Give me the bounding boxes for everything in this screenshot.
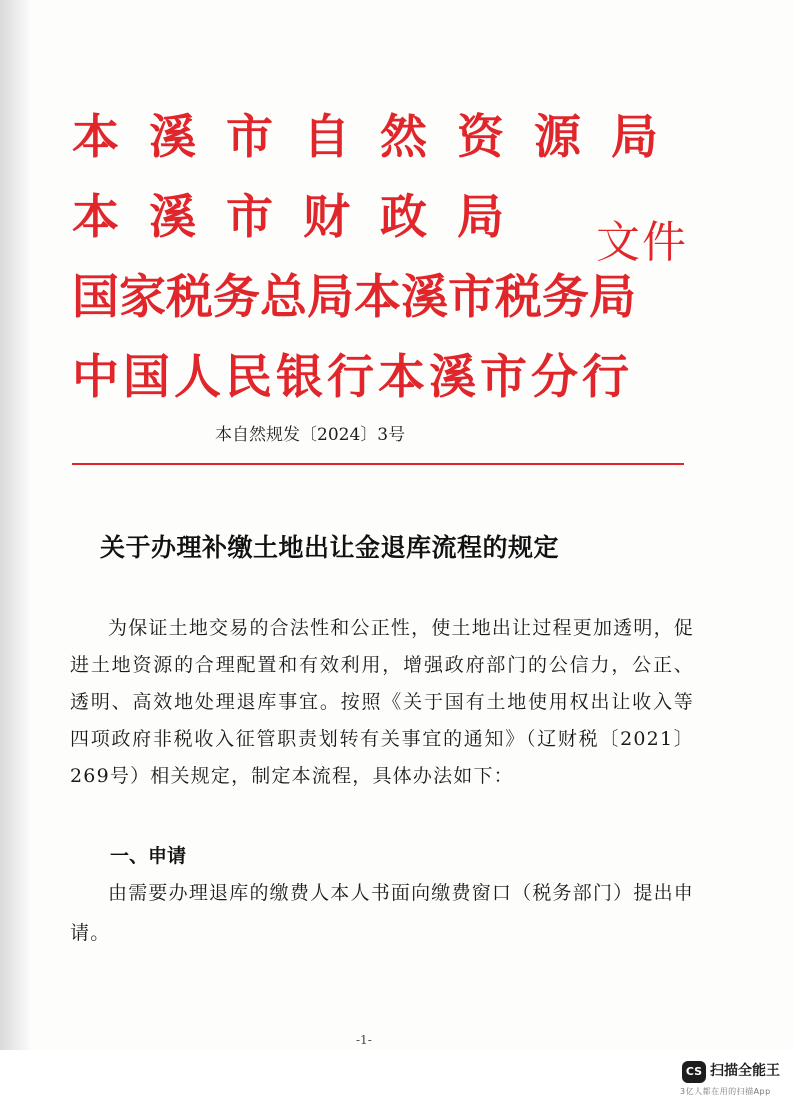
page-number: -1-: [356, 1033, 372, 1047]
issuer-line-4: 中国人民银行本溪市分行: [72, 350, 633, 405]
page-edge-shadow: [0, 0, 34, 1050]
scanner-watermark: [672, 1057, 794, 1105]
watermark-tagline: 3亿人都在用的扫描App: [680, 1087, 771, 1096]
red-header-rule: [72, 463, 684, 465]
section-heading-apply: 一、申请: [110, 845, 187, 867]
document-title: 关于办理补缴土地出让金退库流程的规定: [100, 533, 560, 562]
issuer-line-3: 国家税务总局本溪市税务局: [72, 270, 636, 325]
camscanner-logo-icon: CS: [682, 1061, 706, 1083]
watermark-app-name: 扫描全能王: [710, 1063, 780, 1079]
file-label: 文件: [596, 217, 688, 268]
issuer-line-2: 本溪市财政局: [72, 190, 534, 245]
issuer-line-1: 本溪市自然资源局: [72, 110, 688, 165]
document-number: 本自然规发〔2024〕3号: [215, 425, 406, 445]
section-body-apply: 由需要办理退库的缴费人本人书面向缴费窗口（税务部门）提出申请。: [70, 882, 694, 944]
intro-paragraph: 为保证土地交易的合法性和公正性，使土地出让过程更加透明，促进土地资源的合理配置和有效利用，增强政府部门的公信力，公正、透明、高效地处理退库事宜。按照《关于国有土地使用权出让收入等四项政府非税收入征管职责划转有关事宜的通知》（辽财税〔2021〕269号）相关规定，制定本流程，具体办法如下：: [70, 617, 694, 787]
